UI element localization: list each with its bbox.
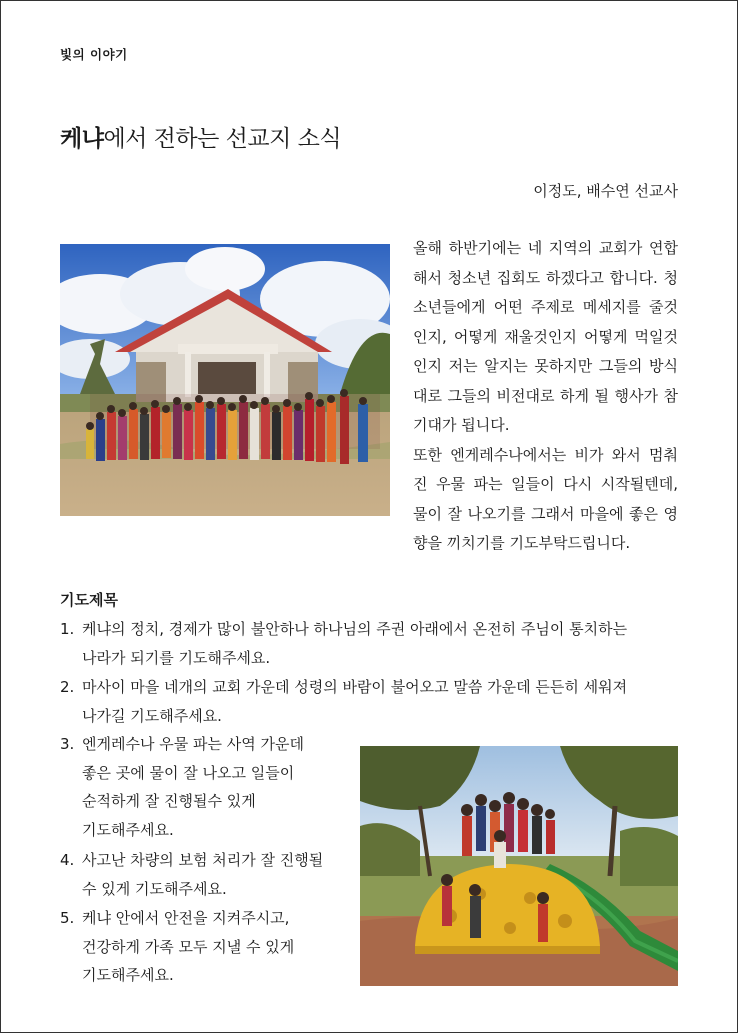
article-title xyxy=(60,120,341,153)
prayer-item-line: 케냐의 정치, 경제가 많이 불안하나 하나님의 주권 아래에서 온전히 주님이 통치하는 xyxy=(82,620,628,638)
prayer-item-1 xyxy=(60,615,627,672)
prayer-item-4 xyxy=(60,846,323,903)
prayer-item-line: 순적하게 잘 진행될수 있게 xyxy=(82,792,256,810)
prayer-item-line: 엔게레수나 우물 파는 사역 가운데 xyxy=(82,735,304,753)
prayer-item-line: 나가길 기도해주세요. xyxy=(82,706,222,725)
author-byline: 이정도, 배수연 선교사 xyxy=(533,182,678,200)
body-paragraph-2: 또한 엔게레수나에서는 비가 와서 멈춰진 우물 파는 일들이 다시 시작될텐데, 물이 잘 나오기를 그래서 마을에 좋은 영향을 끼치기를 기도부탁드립니다. xyxy=(413,445,678,552)
prayer-item-line: 기도해주세요. xyxy=(82,820,174,839)
prayer-item-number: 5. xyxy=(60,909,75,927)
prayer-item-number: 1. xyxy=(60,620,75,638)
children-playground-photo xyxy=(360,746,678,986)
church-congregation-photo xyxy=(60,244,390,516)
prayer-item-number: 3. xyxy=(60,735,75,753)
prayer-item-3 xyxy=(60,730,304,844)
body-paragraph-1: 올해 하반기에는 네 지역의 교회가 연합해서 청소년 집회도 하겠다고 합니다. 청소년들에게 어떤 주제로 메세지를 줄것인지, 어떻게 재울것인지 어떻게 먹일것인지 저는 알지는 못하지만 그들의 방식대로 그들의 비전대로 하게 될 행사가 참 기대가 됩니다. xyxy=(413,239,678,434)
prayer-item-line: 기도해주세요. xyxy=(82,966,174,984)
prayer-item-line: 사고난 차량의 보험 처리가 잘 진행될 xyxy=(82,851,324,869)
prayer-item-line: 나라가 되기를 기도해주세요. xyxy=(82,648,271,667)
prayer-section-title: 기도제목 xyxy=(60,591,118,609)
prayer-item-number: 2. xyxy=(60,678,75,696)
prayer-item-5 xyxy=(60,904,294,990)
prayer-item-number: 4. xyxy=(60,851,75,869)
prayer-item-line: 케냐 안에서 안전을 지켜주시고, xyxy=(82,909,290,927)
section-label: 빛의 이야기 xyxy=(60,47,128,62)
title-rest: 에서 전하는 선교지 소식 xyxy=(103,126,342,152)
prayer-item-line: 마사이 마을 네개의 교회 가운데 성령의 바람이 불어오고 말씀 가운데 든든히 세워져 xyxy=(82,678,628,696)
title-bold: 케냐 xyxy=(60,126,104,152)
prayer-item-line: 건강하게 가족 모두 지낼 수 있게 xyxy=(82,937,295,956)
prayer-item-2 xyxy=(60,673,627,730)
prayer-item-line: 좋은 곳에 물이 잘 나오고 일들이 xyxy=(82,763,295,782)
article-body xyxy=(413,234,678,559)
prayer-item-line: 수 있게 기도해주세요. xyxy=(82,879,227,898)
